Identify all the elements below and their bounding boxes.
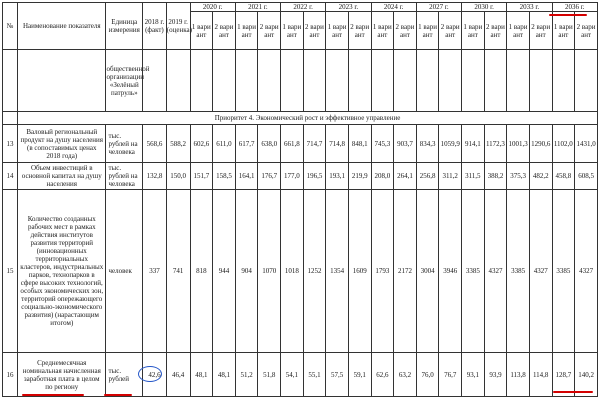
row-number: 16 — [3, 353, 18, 397]
value-cell: 818 — [190, 190, 213, 353]
value-cell: 1431,0 — [575, 125, 598, 163]
header-variant: 2 вари ант — [303, 12, 326, 50]
value-cell: 1070 — [258, 190, 281, 353]
value-cell: 208,0 — [371, 163, 394, 190]
row-number: 15 — [3, 190, 18, 353]
value-cell: 76,0 — [416, 353, 439, 397]
value-cell: 140,2 — [575, 353, 598, 397]
value-cell: 661,8 — [281, 125, 304, 163]
value-cell: 196,5 — [303, 163, 326, 190]
value-cell: 62,6 — [371, 353, 394, 397]
header-variant: 1 вари ант — [281, 12, 304, 50]
header-year: 2022 г. — [281, 3, 326, 12]
value-cell: 311,2 — [439, 163, 462, 190]
value-cell: 3385 — [552, 190, 575, 353]
header-year: 2024 г. — [371, 3, 416, 12]
value-cell: 93,9 — [484, 353, 507, 397]
value-cell: 42,6 — [143, 353, 167, 397]
header-indicator: Наименование показателя — [18, 3, 106, 50]
header-year: 2020 г. — [190, 3, 235, 12]
value-cell: 76,7 — [439, 353, 462, 397]
table-row — [3, 125, 598, 163]
value-cell: 3385 — [462, 190, 485, 353]
value-cell: 54,1 — [281, 353, 304, 397]
section-title: Приоритет 4. Экономический рост и эффективное управление — [18, 112, 598, 125]
value-cell: 219,9 — [348, 163, 371, 190]
header-year: 2021 г. — [235, 3, 280, 12]
value-cell: 59,1 — [348, 353, 371, 397]
table-row — [3, 190, 598, 353]
value-cell: 1252 — [303, 190, 326, 353]
unit-cell: тыс. рублей — [106, 353, 143, 397]
header-variant: 1 вари ант — [190, 12, 213, 50]
value-cell: 51,8 — [258, 353, 281, 397]
value-cell: 714,8 — [326, 125, 349, 163]
header-variant: 2 вари ант — [575, 12, 598, 50]
value-cell: 1290,6 — [529, 125, 552, 163]
value-cell: 113,8 — [507, 353, 530, 397]
value-cell: 602,6 — [190, 125, 213, 163]
indicator-name: Валовый региональный продукт на душу населения (в сопоставимых ценах 2018 года) — [18, 125, 106, 163]
red-underline-2036 — [549, 14, 587, 16]
value-cell: 1172,3 — [484, 125, 507, 163]
header-variant: 2 вари ант — [439, 12, 462, 50]
header-unit: Единица измерения — [106, 3, 143, 50]
header-variant: 1 вари ант — [416, 12, 439, 50]
value-cell: 256,8 — [416, 163, 439, 190]
value-cell: 150,0 — [166, 163, 190, 190]
header-variant: 1 вари ант — [326, 12, 349, 50]
indicator-name: Объем инвестиций в основной капитал на душу населения — [18, 163, 106, 190]
table-row — [3, 163, 598, 190]
header-no: № — [3, 3, 18, 50]
unit-cell: общественной организации «Зелёный патруль» — [106, 50, 143, 112]
value-cell: 568,6 — [143, 125, 167, 163]
red-underline-indicator — [22, 394, 84, 396]
red-underline-2036-values — [553, 391, 593, 393]
value-cell: 714,7 — [303, 125, 326, 163]
value-cell: 388,2 — [484, 163, 507, 190]
value-cell: 848,1 — [348, 125, 371, 163]
header-2018: 2018 г. (факт) — [143, 3, 167, 50]
red-underline-unit — [104, 394, 132, 396]
value-cell: 158,5 — [213, 163, 236, 190]
indicator-name: Среднемесячная номинальная начисленная заработная плата в целом по региону — [18, 353, 106, 397]
value-cell: 51,2 — [235, 353, 258, 397]
value-cell: 151,7 — [190, 163, 213, 190]
value-cell: 1059,9 — [439, 125, 462, 163]
header-year: 2023 г. — [326, 3, 371, 12]
value-cell: 164,1 — [235, 163, 258, 190]
header-year: 2027 г. — [416, 3, 461, 12]
header-variant: 1 вари ант — [507, 12, 530, 50]
value-cell: 337 — [143, 190, 167, 353]
value-cell: 903,7 — [394, 125, 417, 163]
header-year: 2030 г. — [462, 3, 507, 12]
indicator-name: Количество созданных рабочих мест в рамках действия институтов развития территорий (инновационных территориальных кластеров, индустриальных парков, технопарков в сфере высоких технологий, особых экономических зон, территорий опережающего социально-экономического развития) (нарастающим итогом) — [18, 190, 106, 353]
value-cell: 264,1 — [394, 163, 417, 190]
value-cell: 4327 — [575, 190, 598, 353]
value-cell: 311,5 — [462, 163, 485, 190]
header-variant: 1 вари ант — [462, 12, 485, 50]
header-variant: 2 вари ант — [484, 12, 507, 50]
value-cell: 48,1 — [190, 353, 213, 397]
table-row — [3, 353, 598, 397]
header-year-2036: 2036 г. — [552, 3, 598, 12]
value-cell: 4327 — [484, 190, 507, 353]
header-variant: 2 вари ант — [258, 12, 281, 50]
unit-cell: тыс. рублей на человека — [106, 125, 143, 163]
value-cell: 741 — [166, 190, 190, 353]
value-cell: 4327 — [529, 190, 552, 353]
value-cell: 3004 — [416, 190, 439, 353]
row-number: 14 — [3, 163, 18, 190]
value-cell: 93,1 — [462, 353, 485, 397]
value-cell: 617,7 — [235, 125, 258, 163]
value-cell: 608,5 — [575, 163, 598, 190]
value-cell: 1001,3 — [507, 125, 530, 163]
value-cell: 48,1 — [213, 353, 236, 397]
value-cell: 482,2 — [529, 163, 552, 190]
value-cell: 177,0 — [281, 163, 304, 190]
unit-cell: тыс. рублей на человека — [106, 163, 143, 190]
header-variant: 1 вари ант — [371, 12, 394, 50]
header-variant: 2 вари ант — [394, 12, 417, 50]
value-cell: 46,4 — [166, 353, 190, 397]
value-cell: 588,2 — [166, 125, 190, 163]
value-cell: 176,7 — [258, 163, 281, 190]
document-page — [2, 2, 598, 397]
value-cell: 1793 — [371, 190, 394, 353]
value-cell: 193,1 — [326, 163, 349, 190]
value-cell: 63,2 — [394, 353, 417, 397]
value-cell: 944 — [213, 190, 236, 353]
section-row — [3, 112, 598, 125]
blue-circle-2018-value — [138, 366, 162, 382]
value-cell: 1102,0 — [552, 125, 575, 163]
value-cell: 132,8 — [143, 163, 167, 190]
header-year: 2033 г. — [507, 3, 552, 12]
value-cell: 904 — [235, 190, 258, 353]
header-variant: 2 вари ант — [213, 12, 236, 50]
indicators-table — [2, 2, 598, 397]
table-row-continuation — [3, 50, 598, 112]
header-variant: 1 вари ант — [552, 12, 575, 50]
row-number: 13 — [3, 125, 18, 163]
value-cell: 128,7 — [552, 353, 575, 397]
value-cell: 114,8 — [529, 353, 552, 397]
value-cell: 834,3 — [416, 125, 439, 163]
value-cell: 375,3 — [507, 163, 530, 190]
value-cell: 458,8 — [552, 163, 575, 190]
header-variant: 2 вари ант — [348, 12, 371, 50]
value-cell: 745,3 — [371, 125, 394, 163]
value-cell: 1609 — [348, 190, 371, 353]
value-cell: 914,1 — [462, 125, 485, 163]
value-cell: 3385 — [507, 190, 530, 353]
header-row-years — [3, 3, 598, 12]
value-cell: 638,0 — [258, 125, 281, 163]
value-cell: 57,5 — [326, 353, 349, 397]
header-2019: 2019 г. (оценка) — [166, 3, 190, 50]
value-cell: 611,0 — [213, 125, 236, 163]
header-variant: 1 вари ант — [235, 12, 258, 50]
unit-cell: человек — [106, 190, 143, 353]
header-variant: 2 вари ант — [529, 12, 552, 50]
value-cell: 1018 — [281, 190, 304, 353]
value-cell: 3946 — [439, 190, 462, 353]
value-cell: 1354 — [326, 190, 349, 353]
value-cell: 2172 — [394, 190, 417, 353]
value-cell: 55,1 — [303, 353, 326, 397]
